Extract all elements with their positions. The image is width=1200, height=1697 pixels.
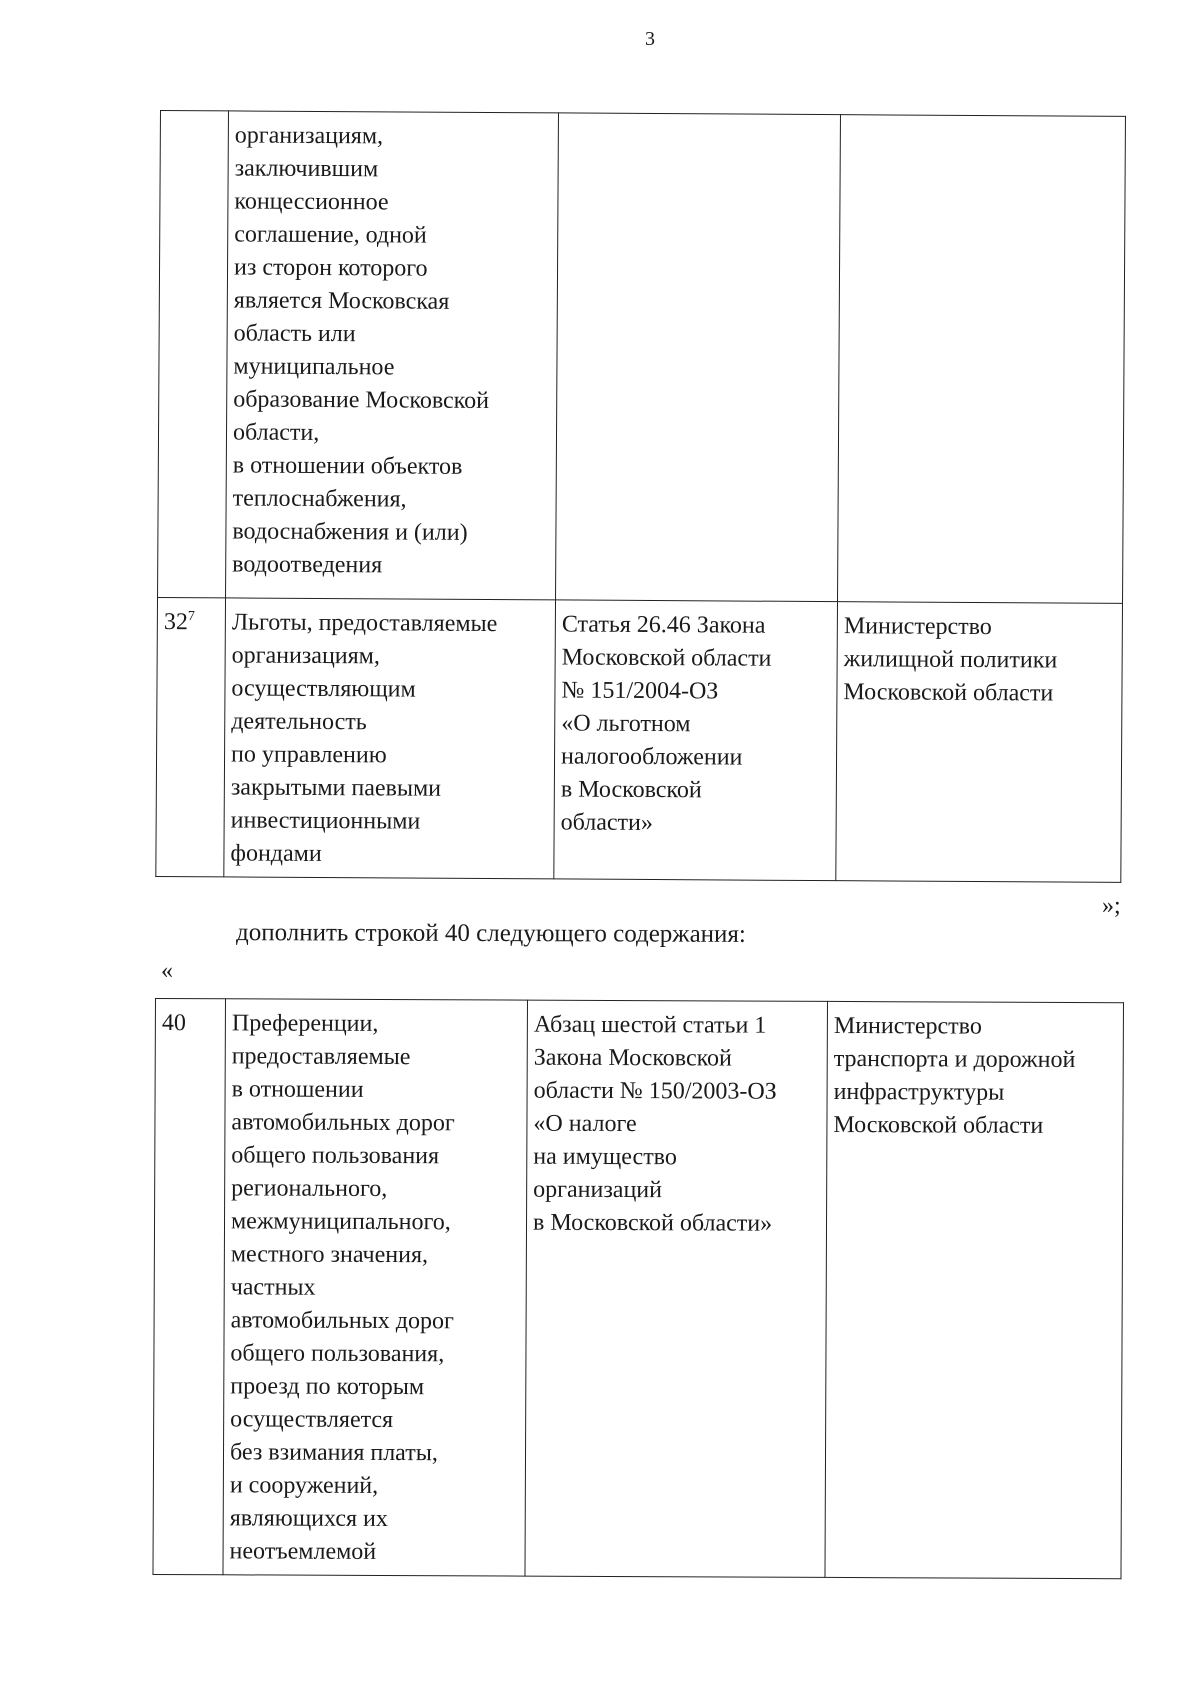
benefit-name-cell: Преференции, предоставляемые в отношении автомобильных дорог общего пользования регионального, межмуниципального, местного значения, частных автомобильных дорог общего пользования, проезд по которым осуществляется без взимания платы, и сооружений, являющихся их неотъемлемой — [223, 999, 528, 1576]
page-number: 3 — [645, 28, 655, 50]
closing-quote-mark: »; — [1102, 893, 1121, 919]
curator-cell: Министерство жилищной политики Московской области — [836, 602, 1123, 883]
table-row — [156, 597, 1123, 882]
curator-cell — [838, 115, 1126, 604]
legal-basis-cell — [556, 113, 841, 602]
table-row — [153, 999, 1124, 1579]
opening-quote-mark: « — [161, 958, 173, 984]
legal-basis-cell: Статья 26.46 Закона Московской области № 151/2004-ОЗ «О льготном налогообложении в Московской области» — [554, 600, 838, 881]
benefits-table-new-row — [152, 998, 1124, 1579]
row-number-superscript: 7 — [187, 609, 195, 625]
benefit-name-cell: организациям, заключившим концессионное соглашение, одной из сторон которого является Московская область или муниципальное образование Московской области, в отношении объектов теплоснабжения, водоснабжения и (или) водоотведения — [226, 111, 559, 600]
row-number-cell — [158, 111, 229, 598]
legal-basis-cell: Абзац шестой статьи 1 Закона Московской области № 150/2003-ОЗ «О налоге на имущество организаций в Московской области» — [525, 1000, 828, 1577]
benefit-name-cell: Льготы, предоставляемые организациям, осуществляющим деятельность по управлению закрытыми паевыми инвестиционными фондами — [224, 598, 556, 879]
benefits-table-continued — [155, 110, 1126, 883]
curator-cell: Министерство транспорта и дорожной инфраструктуры Московской области — [825, 1001, 1124, 1578]
table-row — [158, 111, 1126, 604]
row-number-cell — [156, 597, 226, 876]
amendment-instruction: дополнить строкой 40 следующего содержания: — [235, 919, 746, 948]
row-number-cell: 40 — [153, 999, 226, 1575]
row-number: 32 — [163, 609, 188, 636]
